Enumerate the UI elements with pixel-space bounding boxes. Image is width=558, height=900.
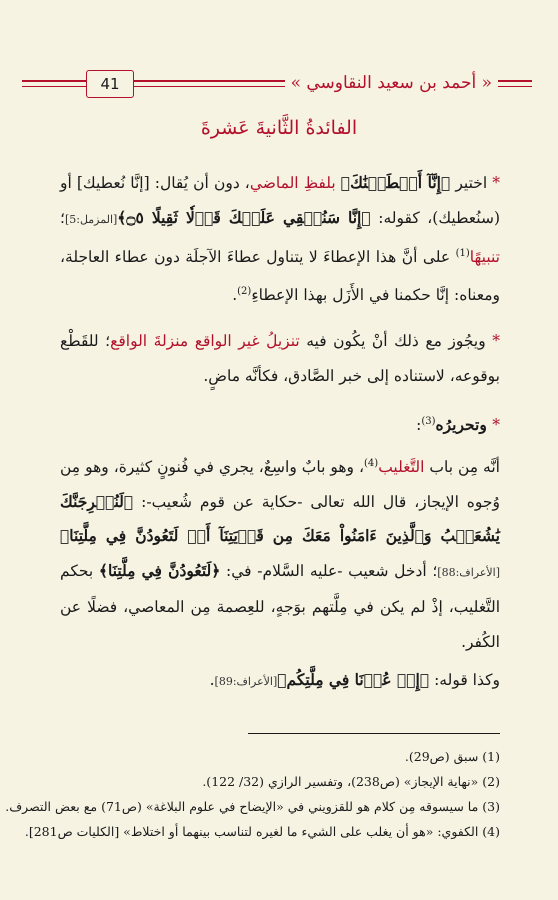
footnote-divider (248, 733, 500, 734)
footnotes (5, 744, 500, 844)
verse-reference: [المزمل:5] (64, 212, 118, 226)
quran-quote: ﴿إِنۡ عُدۡنَا فِي مِلَّتِكُم﴾ (277, 670, 430, 690)
footnote-marker[interactable]: (2) (237, 285, 252, 297)
bullet-star-icon: * (492, 174, 500, 192)
highlight-term: بلفظِ الماضي (249, 174, 336, 192)
main-text (60, 166, 500, 712)
footnote-3: (3) ما سيسوقه مِن كلام هو للقزويني في «الإيضاح في علوم البلاغة» (ص71) مع بعض التصرف. (5, 799, 500, 814)
footnote-marker[interactable]: (1) (455, 248, 470, 259)
highlight-term: تنبيهًا (469, 248, 500, 267)
paragraph-3-head: * وتحريرُه$^{(3)}$: (416, 415, 500, 435)
verse-reference: [الأعراف:89] (214, 675, 278, 689)
quran-quote: ﴿إِنَّآ أَعۡطَيۡنَٰكَ﴾ (340, 173, 451, 192)
subheading: وتحريرُه (435, 415, 493, 435)
footnote-marker[interactable]: (4) (364, 457, 379, 469)
section-title: الفائدةُ الثَّانيةَ عَشرةَ (200, 117, 358, 139)
verse-reference: [الأعراف:88] (437, 565, 501, 579)
paragraph-3: أنَّه مِن باب التَّغليب$^{(4)}$، وهو بابٌ واسِعٌ، يجري في فُنونٍ كثيرة، وهو مِن وُجوه الإيجاز، قال الله تعالى -حكاية عن قوم شُعيب-: ﴿لَنُخۡرِجَنَّكَ يَٰشُعَيۡبُ وَٱلَّذِينَ ءَامَنُواْ مَعَكَ مِن قَرۡيَتِنَآ أَوۡ لَتَعُودُنَّ فِي مِلَّتِنَا﴾[الأعراف:88]؛ أدخل شعيب -عليه السَّلام- في: ﴿لَتَعُودُنَّ فِي مِلَّتِنَا﴾ بحكم التَّغليب، إذْ لم يكن في مِلَّتهم بوَجهٍ، للعِصمة مِن المعاصي، فضلًا عن الكُفر. (60, 457, 501, 651)
paragraph-4: وكذا قوله: ﴿إِنۡ عُدۡنَا فِي مِلَّتِكُم﴾[الأعراف:89]. (209, 670, 500, 690)
quran-quote: ﴿إِنَّا سَنُلۡقِي عَلَيۡكَ قَوۡلٗا ثَقِيلًا ۝٥﴾ (117, 207, 371, 227)
footnote-marker[interactable]: (3) (421, 416, 436, 428)
paragraph-2: * ويجُوز مع ذلك أنْ يكُون فيه تنزيلُ غير الواقع منزلةَ الواقع؛ للقَطْع بوقوعه، لاستناده إلى خبر الصَّادق، فكأنَّه ماضٍ. (60, 332, 500, 385)
footnote-1: (1) سبق (ص29). (404, 749, 500, 764)
running-title: « أحمد بن سعيد النقاوسي » (285, 69, 498, 97)
quran-quote: ﴿لَتَعُودُنَّ فِي مِلَّتِنَا﴾ (98, 560, 221, 580)
highlight-term: تنزيلُ غير الواقع منزلةَ الواقع (110, 332, 300, 351)
paragraph-1: * اختير ﴿إِنَّآ أَعۡطَيۡنَٰكَ﴾ بلفظِ الماضي، دون أن يُقال: [إنَّا نُعطيك] أو (سنُعطيك)، كقوله: ﴿إِنَّا سَنُلۡقِي عَلَيۡكَ قَوۡلٗا ثَقِيلًا ۝٥﴾[المزمل:5]؛ تنبيهًا$^{(1)}$ على أنَّ هذا الإعطاءَ لا يتناول عطاءَ الآجلَة دون عطاء العاجلة، ومعناه: إنَّا حكمنا في الأَزَل بهذا الإعطاءِ$^{(2)}$. (60, 173, 500, 304)
bullet-star-icon: * (492, 332, 500, 351)
bullet-star-icon: * (492, 416, 500, 435)
highlight-term: التَّغليب (378, 458, 425, 477)
footnote-2: (2) «نهاية الإيجاز» (ص238)، وتفسير الرازي (32/ 122). (202, 774, 500, 789)
page-number: 41 (86, 70, 134, 98)
footnote-4: (4) الكفوي: «هو أن يغلب على الشيء ما لغيره لتناسب بينهما أو اختلاط» [الكليات ص281]. (24, 824, 500, 839)
quran-quote: ﴿لَنُخۡرِجَنَّكَ يَٰشُعَيۡبُ وَٱلَّذِينَ ءَامَنُواْ مَعَكَ مِن قَرۡيَتِنَآ أَوۡ لَتَعُودُنَّ فِي مِلَّتِنَا﴾ (60, 491, 500, 546)
